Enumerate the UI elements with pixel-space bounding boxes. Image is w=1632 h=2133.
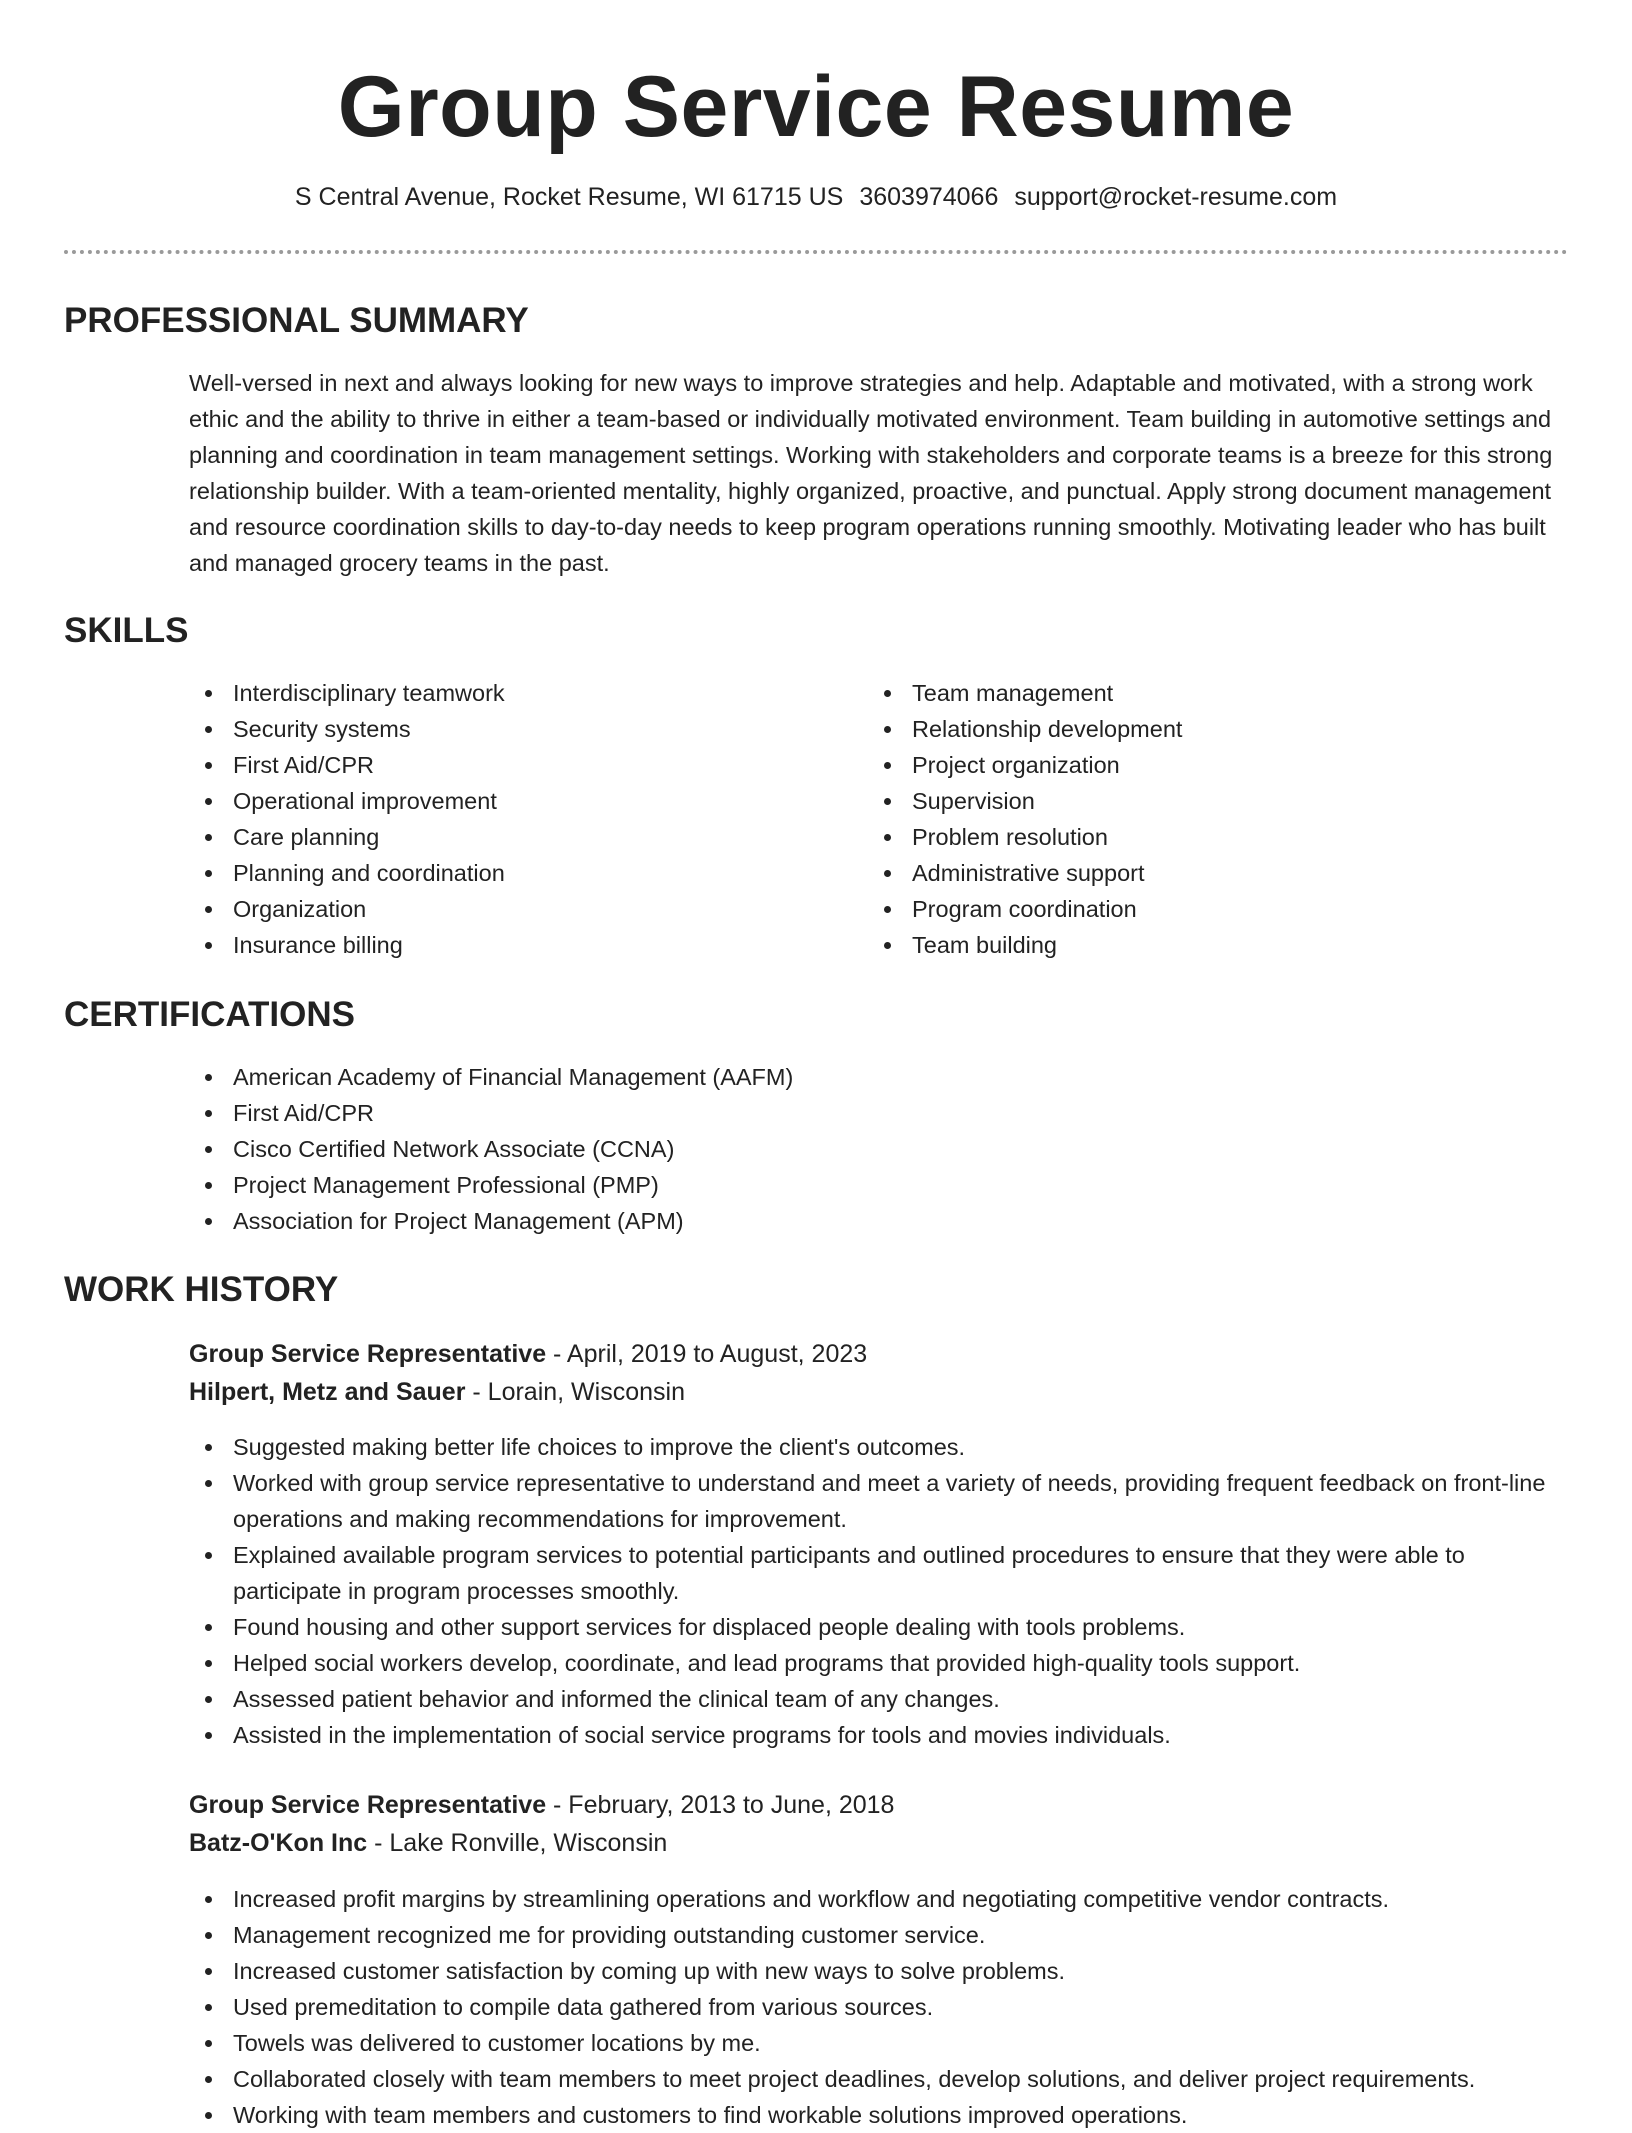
list-item: Project organization bbox=[868, 747, 1528, 783]
list-item: Security systems bbox=[189, 711, 849, 747]
certifications-list bbox=[189, 1059, 1569, 1239]
job-role: Group Service Representative bbox=[189, 1340, 547, 1368]
list-item: Insurance billing bbox=[189, 927, 849, 963]
section-title-summary: PROFESSIONAL SUMMARY bbox=[64, 301, 529, 340]
list-item: Management recognized me for providing outstanding customer service. bbox=[189, 1917, 1569, 1953]
job-company-line bbox=[189, 1373, 685, 1411]
header-divider bbox=[64, 250, 1568, 254]
list-item: Increased profit margins by streamlining operations and workflow and negotiating competitive vendor contracts. bbox=[189, 1881, 1569, 1917]
list-item: Helped social workers develop, coordinate, and lead programs that provided high-quality tools support. bbox=[189, 1645, 1569, 1681]
list-item: Organization bbox=[189, 891, 849, 927]
list-item: Program coordination bbox=[868, 891, 1528, 927]
list-item: Found housing and other support services for displaced people dealing with tools problems. bbox=[189, 1609, 1569, 1645]
section-title-work-history: WORK HISTORY bbox=[64, 1270, 339, 1309]
list-item: Assisted in the implementation of social service programs for tools and movies individuals. bbox=[189, 1717, 1569, 1753]
skills-list-right bbox=[868, 675, 1528, 963]
job-location: - Lake Ronville, Wisconsin bbox=[367, 1829, 668, 1857]
list-item: Suggested making better life choices to improve the client's outcomes. bbox=[189, 1429, 1569, 1465]
job-dates: - February, 2013 to June, 2018 bbox=[546, 1791, 895, 1819]
job-title-line bbox=[189, 1335, 867, 1373]
skills-list-left bbox=[189, 675, 849, 963]
list-item: Worked with group service representative to understand and meet a variety of needs, providing frequent feedback on front-line operations and making recommendations for improvement. bbox=[189, 1465, 1569, 1537]
list-item: Association for Project Management (APM) bbox=[189, 1203, 1569, 1239]
list-item: Increased customer satisfaction by coming up with new ways to solve problems. bbox=[189, 1953, 1569, 1989]
job-title-line bbox=[189, 1786, 894, 1824]
list-item: Problem resolution bbox=[868, 819, 1528, 855]
job-dates: - April, 2019 to August, 2023 bbox=[546, 1340, 868, 1368]
section-title-certifications: CERTIFICATIONS bbox=[64, 995, 356, 1034]
list-item: Supervision bbox=[868, 783, 1528, 819]
list-item: Operational improvement bbox=[189, 783, 849, 819]
list-item: Cisco Certified Network Associate (CCNA) bbox=[189, 1131, 1569, 1167]
job-company-line bbox=[189, 1824, 667, 1862]
email: support@rocket-resume.com bbox=[1014, 183, 1338, 211]
address: S Central Avenue, Rocket Resume, WI 61715 US bbox=[294, 183, 844, 211]
contact-line bbox=[0, 180, 1632, 214]
summary-text: Well-versed in next and always looking for new ways to improve strategies and help. Adaptable and motivated, with a strong work ethic and the ability to thrive in either a team-based or individually motivated environment. Team building in automotive settings and planning and coordination in team management settings. Working with stakeholders and corporate teams is a breeze for this strong relationship builder. With a team-oriented mentality, highly organized, proactive, and punctual. Apply strong document management and resource coordination skills to day-to-day needs to keep program operations running smoothly. Motivating leader who has built and managed grocery teams in the past. bbox=[189, 370, 1553, 576]
job-company: Hilpert, Metz and Sauer bbox=[189, 1378, 466, 1406]
list-item: Collaborated closely with team members to meet project deadlines, develop solutions, and deliver project requirements. bbox=[189, 2061, 1569, 2097]
list-item: Team management bbox=[868, 675, 1528, 711]
list-item: Used premeditation to compile data gathered from various sources. bbox=[189, 1989, 1569, 2025]
list-item: First Aid/CPR bbox=[189, 1095, 1569, 1131]
list-item: Assessed patient behavior and informed the clinical team of any changes. bbox=[189, 1681, 1569, 1717]
job-bullets bbox=[189, 1429, 1569, 1753]
list-item: Administrative support bbox=[868, 855, 1528, 891]
list-item: Project Management Professional (PMP) bbox=[189, 1167, 1569, 1203]
list-item: Team building bbox=[868, 927, 1528, 963]
list-item: First Aid/CPR bbox=[189, 747, 849, 783]
list-item: American Academy of Financial Management (AAFM) bbox=[189, 1059, 1569, 1095]
job-bullets bbox=[189, 1881, 1569, 2133]
section-title-skills: SKILLS bbox=[64, 611, 189, 650]
list-item: Relationship development bbox=[868, 711, 1528, 747]
phone: 3603974066 bbox=[859, 183, 999, 211]
list-item: Towels was delivered to customer locations by me. bbox=[189, 2025, 1569, 2061]
job-location: - Lorain, Wisconsin bbox=[465, 1378, 685, 1406]
list-item: Planning and coordination bbox=[189, 855, 849, 891]
list-item: Care planning bbox=[189, 819, 849, 855]
job-role: Group Service Representative bbox=[189, 1791, 547, 1819]
list-item: Working with team members and customers to find workable solutions improved operations. bbox=[189, 2097, 1569, 2133]
resume-title: Group Service Resume bbox=[337, 59, 1295, 155]
list-item: Explained available program services to potential participants and outlined procedures to ensure that they were able to participate in program processes smoothly. bbox=[189, 1537, 1569, 1609]
list-item: Interdisciplinary teamwork bbox=[189, 675, 849, 711]
job-company: Batz-O'Kon Inc bbox=[189, 1829, 368, 1857]
